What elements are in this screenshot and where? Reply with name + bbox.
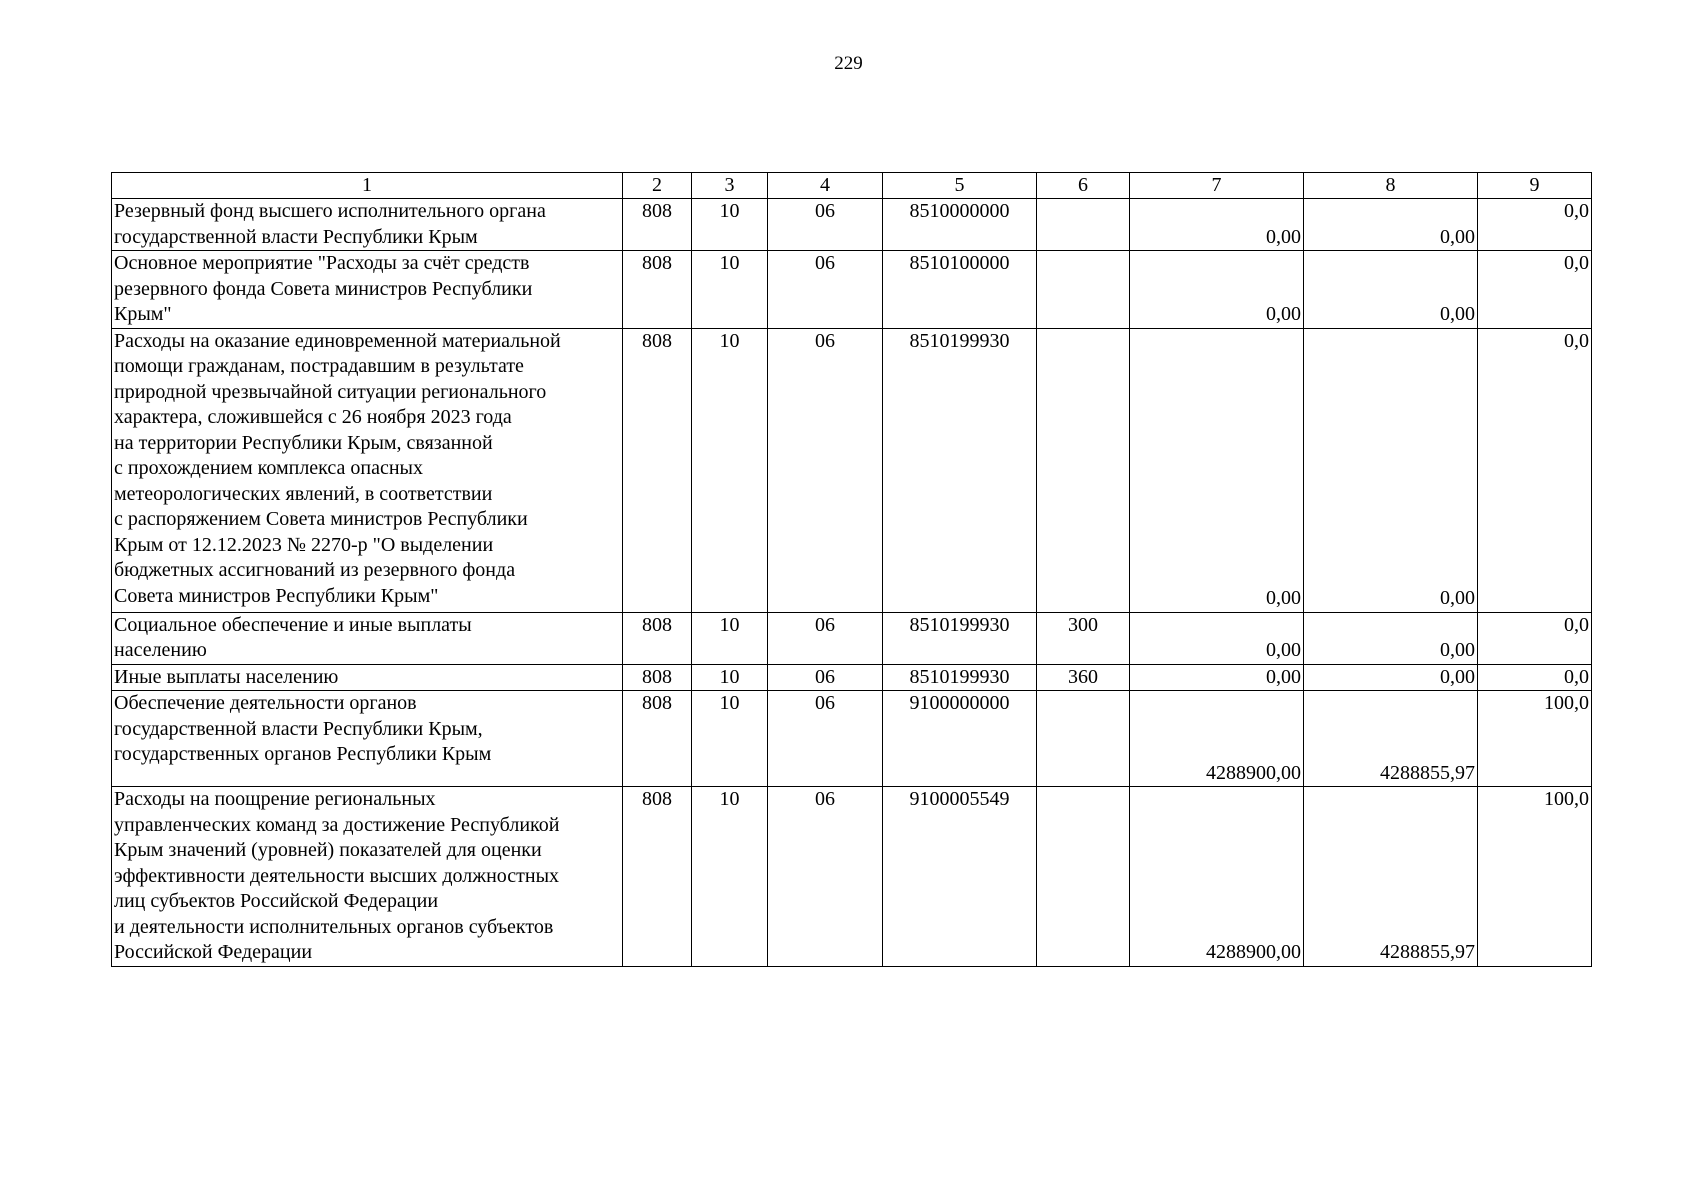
expense-name-line: помощи гражданам, пострадавшим в результате bbox=[114, 355, 524, 377]
expense-name-cell bbox=[112, 664, 623, 691]
planned-amount-cell: 4288900,00 bbox=[1130, 691, 1304, 787]
expense-type-code-cell: 300 bbox=[1037, 612, 1130, 664]
subsection-code-cell: 06 bbox=[768, 328, 883, 612]
target-article-code-cell: 8510100000 bbox=[883, 251, 1037, 329]
table-row bbox=[112, 251, 1592, 329]
execution-percent-cell: 0,0 bbox=[1478, 664, 1592, 691]
execution-percent-cell: 0,0 bbox=[1478, 612, 1592, 664]
table-row bbox=[112, 691, 1592, 787]
subsection-code-cell: 06 bbox=[768, 251, 883, 329]
expense-name-line: Обеспечение деятельности органов bbox=[114, 692, 417, 714]
expense-name-line: Социальное обеспечение и иные выплаты bbox=[114, 613, 472, 636]
execution-percent-cell: 100,0 bbox=[1478, 691, 1592, 787]
expense-name-cell bbox=[112, 691, 623, 787]
column-number-cell: 4 bbox=[768, 173, 883, 199]
column-number-cell: 9 bbox=[1478, 173, 1592, 199]
expense-name-line: Крым от 12.12.2023 № 2270-р "О выделении bbox=[114, 533, 494, 556]
section-code-cell: 10 bbox=[692, 251, 768, 329]
section-code-cell: 10 bbox=[692, 612, 768, 664]
planned-amount-cell: 0,00 bbox=[1130, 664, 1304, 691]
target-article-code-cell: 8510199930 bbox=[883, 664, 1037, 691]
planned-amount-cell: 0,00 bbox=[1130, 251, 1304, 329]
ministry-code-cell: 808 bbox=[623, 787, 692, 967]
table-row bbox=[112, 664, 1592, 691]
expense-type-code-cell bbox=[1037, 199, 1130, 251]
expense-name-cell bbox=[112, 251, 623, 329]
planned-amount-cell: 4288900,00 bbox=[1130, 787, 1304, 967]
table-row bbox=[112, 612, 1592, 664]
target-article-code-cell: 9100000000 bbox=[883, 691, 1037, 787]
expense-name-line: метеорологических явлений, в соответствии bbox=[114, 482, 493, 505]
expense-name-line: Основное мероприятие "Расходы за счёт средств bbox=[114, 252, 530, 274]
planned-amount-cell: 0,00 bbox=[1130, 612, 1304, 664]
executed-amount-cell: 0,00 bbox=[1304, 251, 1478, 329]
column-number-cell: 3 bbox=[692, 173, 768, 199]
subsection-code-cell: 06 bbox=[768, 787, 883, 967]
section-code-cell: 10 bbox=[692, 664, 768, 691]
expense-name-line: Российской Федерации bbox=[114, 941, 313, 963]
subsection-code-cell: 06 bbox=[768, 664, 883, 691]
target-article-code-cell: 9100005549 bbox=[883, 787, 1037, 967]
expense-name-cell bbox=[112, 199, 623, 251]
executed-amount-cell: 4288855,97 bbox=[1304, 691, 1478, 787]
subsection-code-cell: 06 bbox=[768, 199, 883, 251]
ministry-code-cell: 808 bbox=[623, 612, 692, 664]
expense-name-line: лиц субъектов Российской Федерации bbox=[114, 890, 439, 912]
expense-name-line: резервного фонда Совета министров Республики bbox=[114, 277, 533, 300]
execution-percent-cell: 0,0 bbox=[1478, 328, 1592, 612]
expense-name-line: эффективности деятельности высших должностных bbox=[114, 864, 560, 887]
target-article-code-cell: 8510000000 bbox=[883, 199, 1037, 251]
expense-name-line: Расходы на поощрение региональных bbox=[114, 788, 436, 810]
executed-amount-cell: 0,00 bbox=[1304, 328, 1478, 612]
expense-name-line: Резервный фонд высшего исполнительного органа bbox=[114, 200, 546, 222]
column-number-cell: 8 bbox=[1304, 173, 1478, 199]
column-number-cell: 7 bbox=[1130, 173, 1304, 199]
subsection-code-cell: 06 bbox=[768, 612, 883, 664]
planned-amount-cell: 0,00 bbox=[1130, 199, 1304, 251]
section-code-cell: 10 bbox=[692, 199, 768, 251]
ministry-code-cell: 808 bbox=[623, 199, 692, 251]
section-code-cell: 10 bbox=[692, 328, 768, 612]
subsection-code-cell: 06 bbox=[768, 691, 883, 787]
executed-amount-cell: 0,00 bbox=[1304, 664, 1478, 691]
executed-amount-cell: 4288855,97 bbox=[1304, 787, 1478, 967]
ministry-code-cell: 808 bbox=[623, 664, 692, 691]
expense-type-code-cell bbox=[1037, 251, 1130, 329]
expense-name-line: управленческих команд за достижение Республикой bbox=[114, 813, 560, 836]
expense-type-code-cell bbox=[1037, 328, 1130, 612]
expense-type-code-cell: 360 bbox=[1037, 664, 1130, 691]
expense-type-code-cell bbox=[1037, 787, 1130, 967]
execution-percent-cell: 0,0 bbox=[1478, 251, 1592, 329]
column-number-cell: 2 bbox=[623, 173, 692, 199]
section-code-cell: 10 bbox=[692, 787, 768, 967]
target-article-code-cell: 8510199930 bbox=[883, 612, 1037, 664]
table-row bbox=[112, 787, 1592, 967]
expense-name-line: природной чрезвычайной ситуации регионального bbox=[114, 380, 547, 403]
expense-name-cell bbox=[112, 612, 623, 664]
execution-percent-cell: 100,0 bbox=[1478, 787, 1592, 967]
page-number: 229 bbox=[834, 53, 863, 74]
ministry-code-cell: 808 bbox=[623, 251, 692, 329]
expense-name-line: с распоряжением Совета министров Республики bbox=[114, 508, 528, 530]
expense-name-line: населению bbox=[114, 639, 207, 661]
expense-name-cell bbox=[112, 787, 623, 967]
ministry-code-cell: 808 bbox=[623, 328, 692, 612]
column-number-cell: 1 bbox=[112, 173, 623, 199]
expense-name-line: на территории Республики Крым, связанной bbox=[114, 431, 493, 454]
expense-name-line: с прохождением комплекса опасных bbox=[114, 457, 423, 479]
expense-type-code-cell bbox=[1037, 691, 1130, 787]
expense-name-cell bbox=[112, 328, 623, 612]
table-row bbox=[112, 328, 1592, 612]
table-row bbox=[112, 199, 1592, 251]
expense-name-line: Крым" bbox=[114, 303, 172, 325]
executed-amount-cell: 0,00 bbox=[1304, 199, 1478, 251]
target-article-code-cell: 8510199930 bbox=[883, 328, 1037, 612]
ministry-code-cell: 808 bbox=[623, 691, 692, 787]
expense-name-line: Расходы на оказание единовременной материальной bbox=[114, 329, 561, 352]
planned-amount-cell: 0,00 bbox=[1130, 328, 1304, 612]
expense-name-line: Совета министров Республики Крым" bbox=[114, 584, 439, 607]
column-number-cell: 6 bbox=[1037, 173, 1130, 199]
expense-name-line: государственной власти Республики Крым bbox=[114, 225, 478, 248]
budget-table bbox=[111, 172, 1592, 967]
expense-name-line: бюджетных ассигнований из резервного фонда bbox=[114, 559, 516, 581]
expense-name-line: характера, сложившейся с 26 ноября 2023 года bbox=[114, 406, 512, 428]
column-number-row bbox=[112, 173, 1592, 199]
executed-amount-cell: 0,00 bbox=[1304, 612, 1478, 664]
column-number-cell: 5 bbox=[883, 173, 1037, 199]
section-code-cell: 10 bbox=[692, 691, 768, 787]
expense-name-line: Крым значений (уровней) показателей для оценки bbox=[114, 839, 542, 861]
expense-name-line: государственной власти Республики Крым, bbox=[114, 717, 483, 740]
expense-name-line: и деятельности исполнительных органов субъектов bbox=[114, 915, 554, 938]
expense-name-line: государственных органов Республики Крым bbox=[114, 743, 492, 765]
execution-percent-cell: 0,0 bbox=[1478, 199, 1592, 251]
expense-name-line: Иные выплаты населению bbox=[114, 665, 339, 688]
